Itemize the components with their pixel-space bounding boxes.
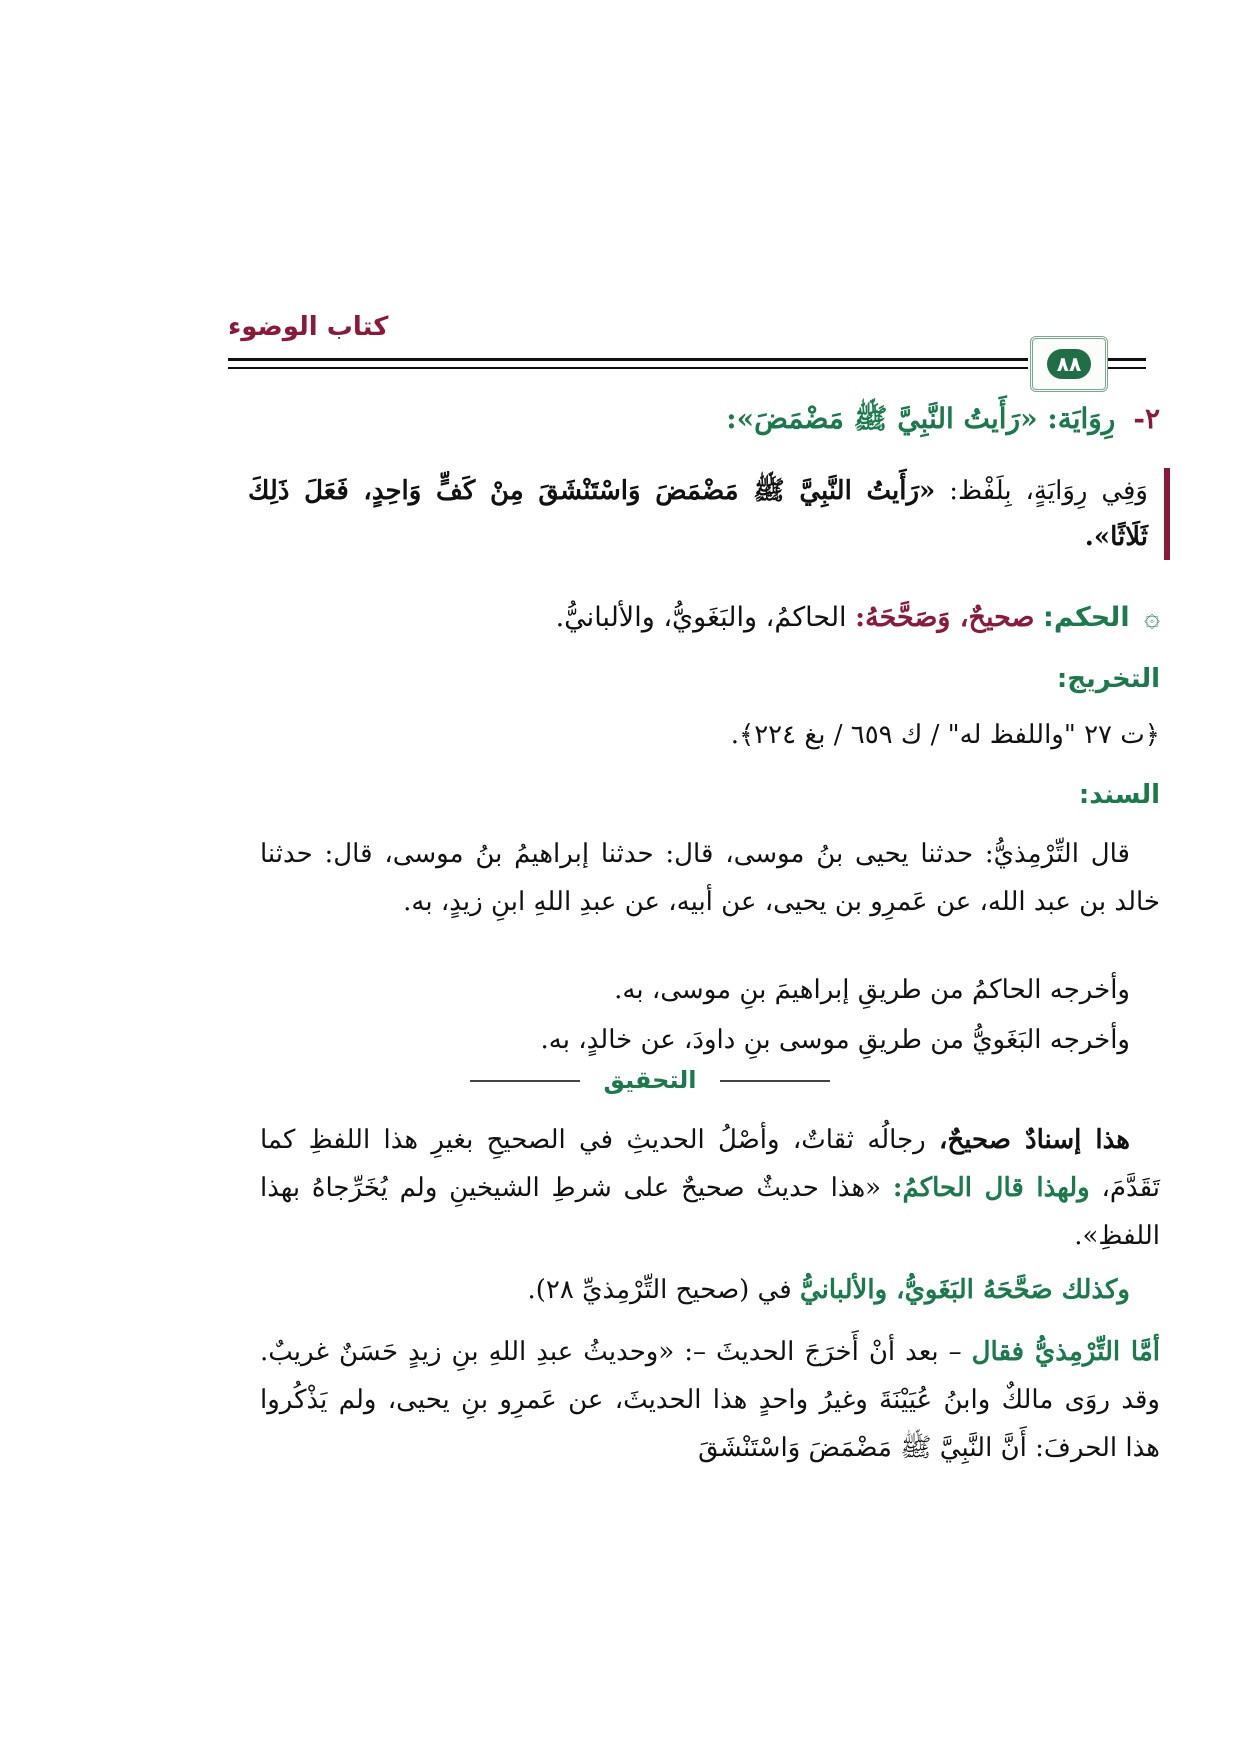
tahqiq-p1-quote: «هذا حديثٌ صحيحٌ على شرطِ الشيخينِ ولم يُخَرِّجاهُ بهذا اللفظِ». [260,1173,1160,1251]
running-header-title: كتاب الوضوء [228,312,389,342]
page-number: ٨٨ [1047,349,1091,379]
narration-box [248,468,1170,560]
tahqiq-paragraph-3 [260,1328,1160,1472]
tahqiq-p3-green: أمَّا التِّرْمِذيُّ فقال [971,1337,1160,1367]
tahqiq-p3-rest: – بعد أنْ أَخرَجَ الحديثَ –: «وحديثُ عبدِ اللهِ بنِ زيدٍ حَسَنٌ غريبٌ. وقد روَى مالكٌ وابنُ عُيَيْنَةَ وغيرُ واحدٍ هذا الحديثَ، عن عَمرِو بنِ يحيى، ولم يَذْكُروا هذا الحرفَ: أَنَّ النَّبِيَّ ﷺ مَضْمَضَ وَاسْتَنْشَقَ [260,1337,1160,1463]
header-rule-top [228,358,1028,361]
takhrij-label: التخريج: [1056,664,1160,694]
tahqiq-p1-green: ولهذا قال الحاكمُ: [892,1173,1090,1203]
header-rule-right-top [1106,358,1146,361]
sanad-paragraph-3: وأخرجه البَغَويُّ من طريقِ موسى بنِ داودَ، عن خالدٍ، به. [540,1025,1130,1055]
divider-line-right [720,1080,830,1082]
section-heading [260,402,1160,442]
narration-text [248,468,1148,560]
takhrij-text: ﴿ت ٢٧ "واللفظ له" / ك ٦٥٩ / بغ ٢٢٤﴾. [730,720,1160,750]
tahqiq-p1-bold: هذا إسنادٌ صحيحٌ، [939,1125,1130,1155]
tahqiq-p1-rest: رجالُه ثقاتٌ، وأصْلُ الحديثِ في الصحيحِ بغيرِ هذا اللفظِ كما تَقَدَّمَ، [260,1125,1160,1203]
tahqiq-p2-green: وكذلك صَحَّحَهُ البَغَويُّ، والألبانيُّ [799,1275,1130,1305]
hukm-scholars: الحاكمُ، والبَغَويُّ، والألبانيُّ. [555,602,856,633]
tahqiq-p2-rest: في (صحيح التِّرْمِذيِّ ٢٨). [527,1275,800,1305]
header-rule-right-bottom [1106,367,1146,369]
sanad-paragraph-2: وأخرجه الحاكمُ من طريقِ إبراهيمَ بنِ موسى، به. [614,975,1130,1005]
sanad-label: السند: [1078,780,1160,810]
narration-quote: «رَأَيتُ النَّبِيَّ ﷺ مَضْمَضَ وَاسْتَنْشَقَ مِنْ كَفٍّ وَاحِدٍ، فَعَلَ ذَلِكَ ثَلَاثًا». [248,476,1148,552]
section-title: رِوَايَة: «رَأَيتُ النَّبِيَّ ﷺ مَضْمَضَ»: [726,402,1116,435]
divider-line-left [470,1080,580,1082]
tahqiq-paragraph-2 [260,1266,1160,1314]
hukm-label: الحكم: [1043,602,1130,633]
flower-ornament-icon: ۞ [1144,602,1160,633]
section-number: ٢- [1133,402,1160,435]
sanad-paragraph-1: قال التِّرْمِذيُّ: حدثنا يحيى بنُ موسى، قال: حدثنا إبراهيمُ بنُ موسى، قال: حدثنا خالد بن عبد الله، عن عَمرِو بن يحيى، عن أبيه، عن عبدِ اللهِ ابنِ زيدٍ، به. [260,839,1160,917]
page-number-badge [1030,336,1108,392]
hukm-value: صحيحٌ، وَصَحَّحَهُ: [855,602,1035,633]
tahqiq-divider [470,1066,830,1096]
hukm-line [260,602,1160,633]
tahqiq-paragraph-1 [260,1116,1160,1260]
narration-intro: وَفِي رِوَايَةٍ، بِلَفْظ: [935,476,1148,506]
tahqiq-title: التحقيق [603,1066,697,1094]
header-rule-bottom [228,367,1028,369]
